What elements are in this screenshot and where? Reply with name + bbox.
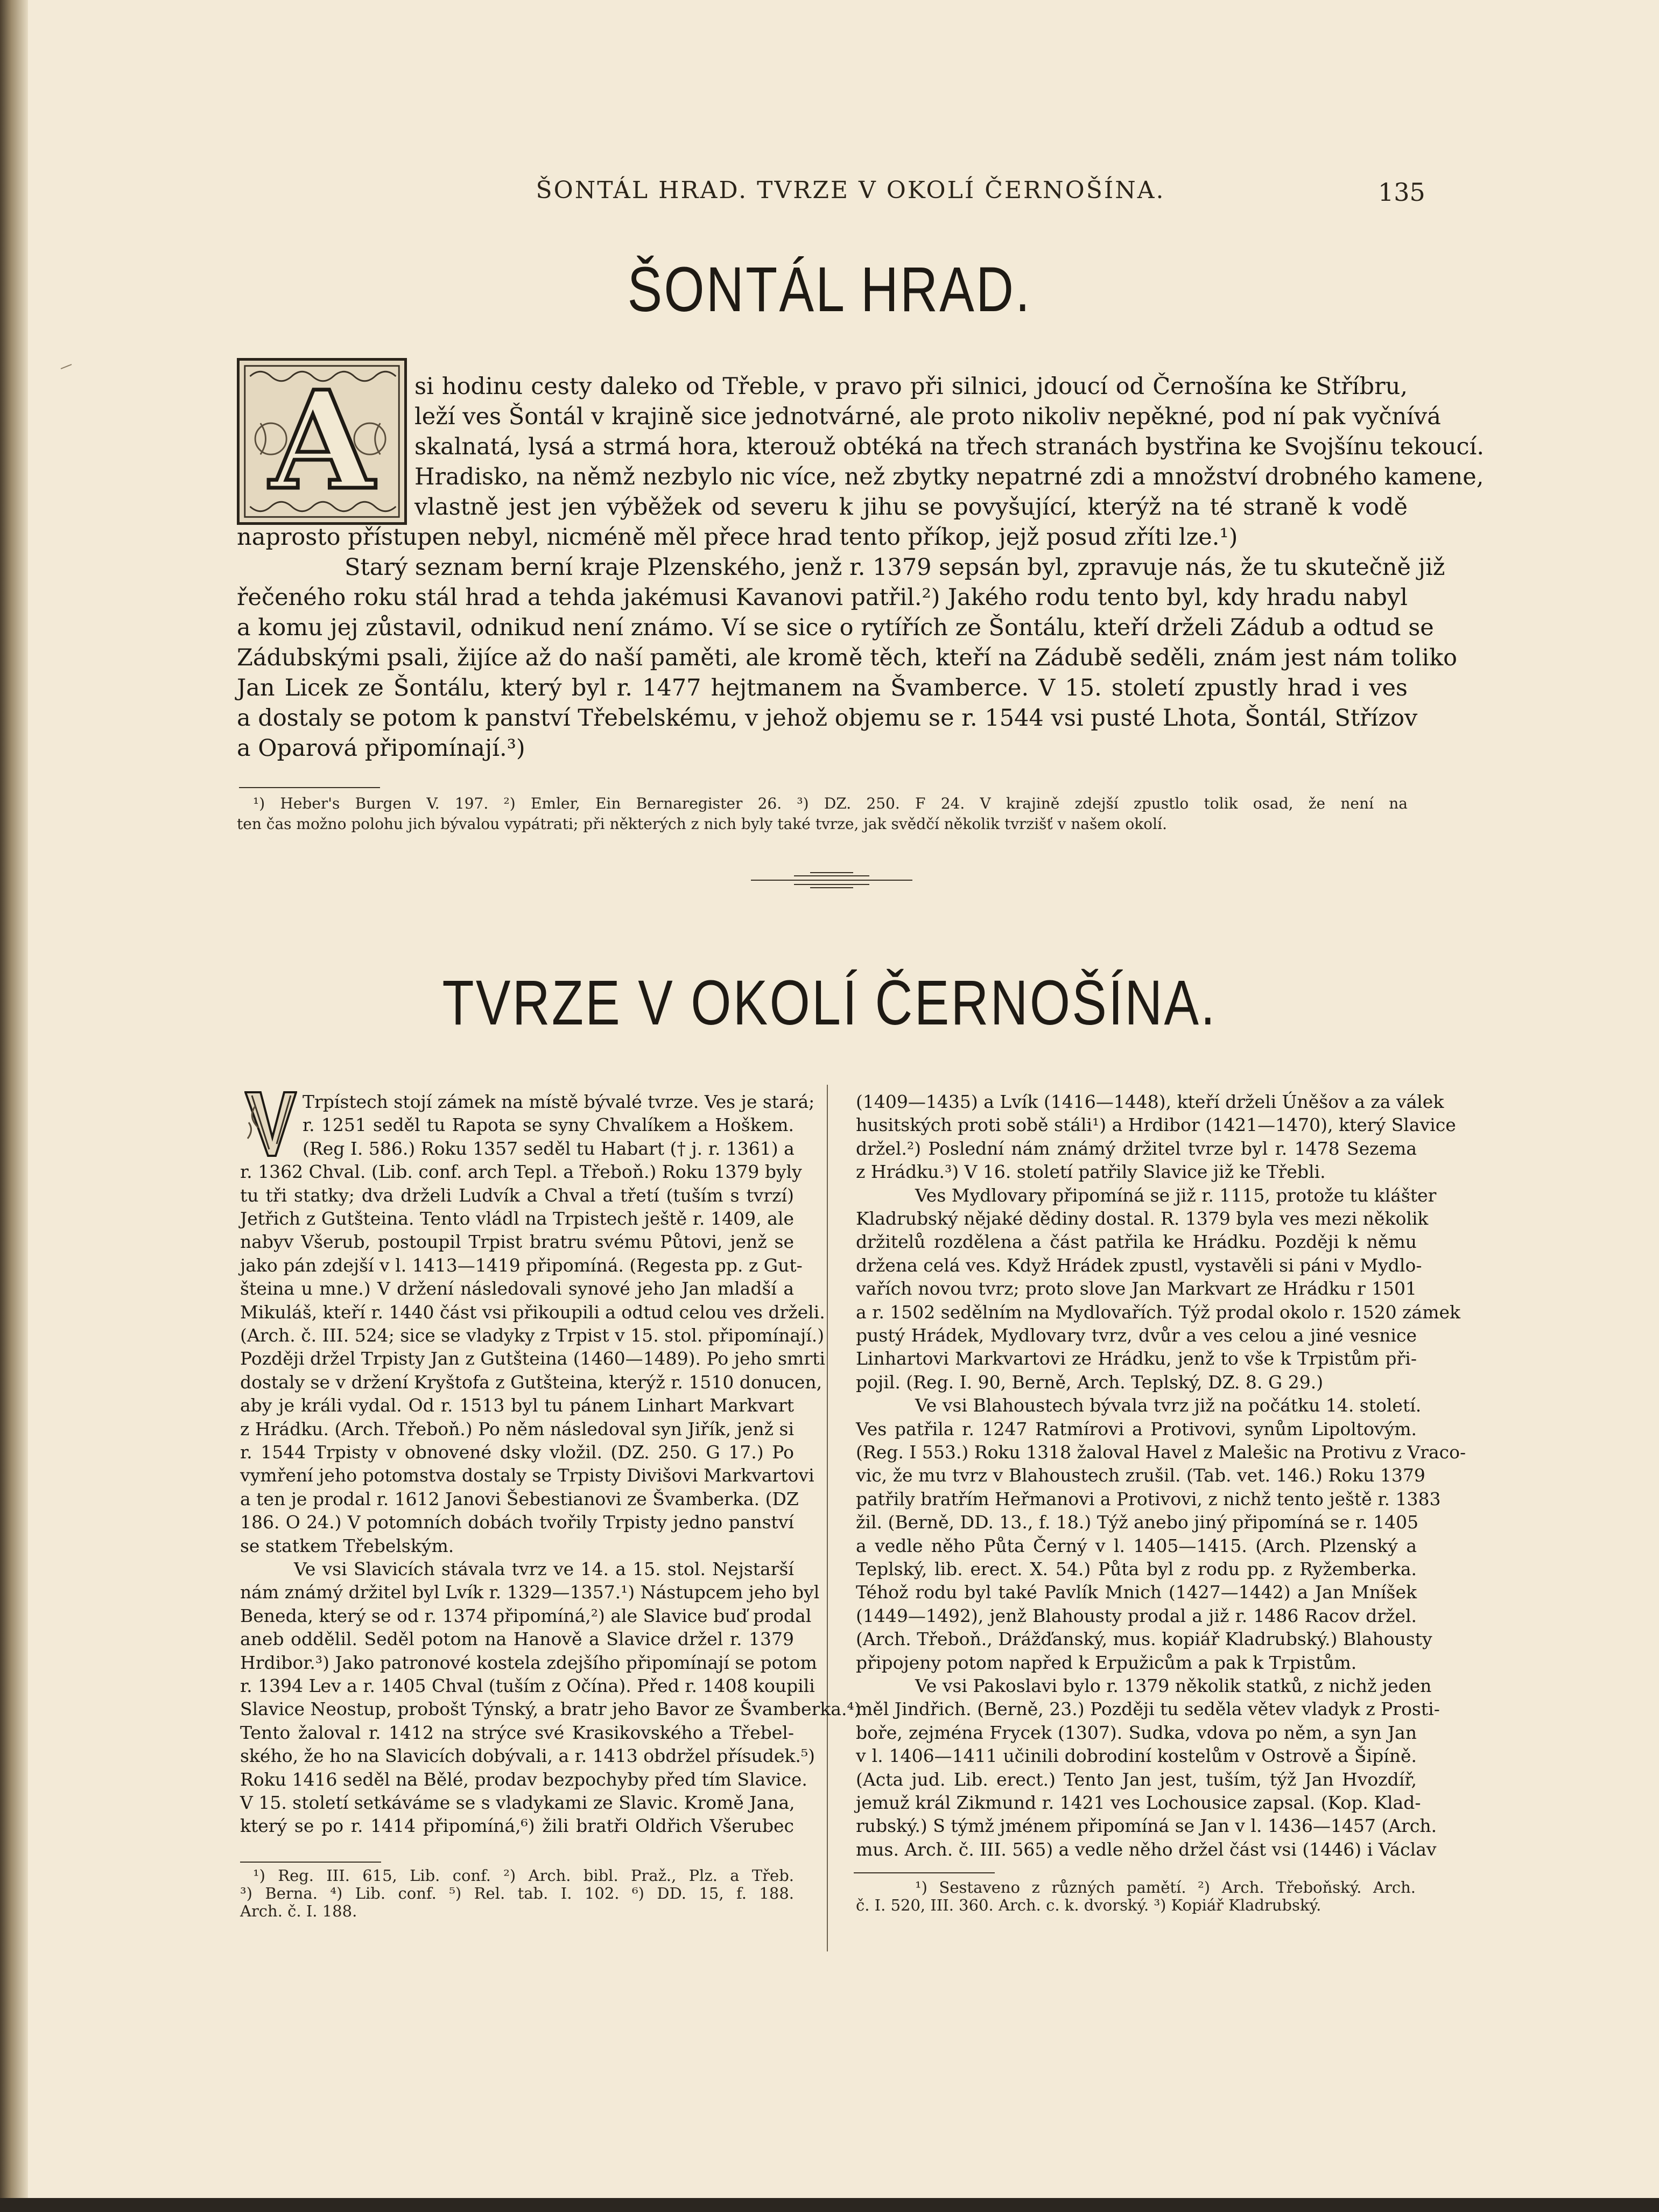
- footnote-line: č. I. 520, III. 360. Arch. c. k. dvorský. ³) Kopiář Kladrubský.: [856, 1896, 1321, 1914]
- text-line: Beneda, který se od r. 1374 připomíná,²) ale Slavice buď prodal: [240, 1605, 812, 1626]
- text-line: žil. (Berně, DD. 13., f. 18.) Týž anebo jiný připomíná se r. 1405: [856, 1512, 1419, 1533]
- text-line: držena celá ves. Když Hrádek zpustl, vystavěli si páni v Mydlo-: [856, 1254, 1422, 1276]
- text-line: aby je králi vydal. Od r. 1513 byl tu pánem Linhart Markvart: [240, 1395, 794, 1416]
- dropcap-v-icon: [244, 1090, 297, 1157]
- footnote-rule-right: [854, 1872, 995, 1873]
- text-line: skalnatá, lysá a strmá hora, kterouž obtéká na třech stranách bystřina ke Svojšínu tekoucí.: [414, 433, 1485, 460]
- text-line: v l. 1406—1411 učinili dobrodiní kostelům v Ostrově a Šipíně.: [856, 1745, 1417, 1767]
- text-line: (Arch. Třeboň., Drážďanský, mus. kopiář Kladrubský.) Blahousty: [856, 1628, 1432, 1650]
- text-line: patřily bratřím Heřmanovi a Protivovi, z nichž tento ještě r. 1383: [856, 1488, 1441, 1509]
- text-line: (Reg I. 586.) Roku 1357 seděl tu Habart († j. r. 1361) a: [303, 1137, 795, 1159]
- section-title-tvrze: TVRZE V OKOLÍ ČERNOŠÍNA.: [442, 967, 1217, 1038]
- text-line: r. 1544 Trpisty v obnovené dsky vložil. (DZ. 250. G 17.) Po: [240, 1442, 794, 1463]
- text-line: řečeného roku stál hrad a tehda jakémusi Kavanovi patřil.²) Jakého rodu tento byl, kdy hradu nabyl: [237, 584, 1408, 611]
- text-line: Téhož rodu byl také Pavlík Mnich (1427—1442) a Jan Mníšek: [856, 1582, 1417, 1603]
- text-line: a komu jej zůstavil, odnikud není známo. Ví se sice o rytířích ze Šontálu, kteří drželi Zádub a odtud se: [237, 614, 1434, 641]
- text-line: Ves patřila r. 1247 Ratmírovi a Protivovi, synům Lipoltovým.: [856, 1418, 1417, 1439]
- text-line: nám známý držitel byl Lvík r. 1329—1357.¹) Nástupcem jeho byl: [240, 1582, 820, 1603]
- text-line: a dostaly se potom k panství Třebelskému, v jehož objemu se r. 1544 vsi pusté Lhota, Šontál, Střízov: [237, 705, 1418, 732]
- text-line: pustý Hrádek, Mydlovary tvrz, dvůr a ves celou a jiné vesnice: [856, 1325, 1417, 1346]
- page-bottom-edge: [0, 2198, 1659, 2212]
- text-line: leží ves Šontál v krajině sice jednotvárné, ale proto nikoliv nepěkné, pod ní pak vyčnívá: [414, 403, 1441, 430]
- footnote-rule-left: [240, 1862, 381, 1863]
- text-line: Teplský, lib. erect. X. 54.) Půta byl z rodu pp. z Ryžemberka.: [856, 1558, 1417, 1579]
- text-line: r. 1394 Lev a r. 1405 Chval (tuším z Očína). Před r. 1408 koupili: [240, 1675, 815, 1696]
- text-line: šteina u mne.) V držení následovali synové jeho Jan mladší a: [240, 1278, 794, 1300]
- text-line: Ve vsi Blahoustech bývala tvrz již na počátku 14. století.: [915, 1395, 1422, 1416]
- text-line: držel.²) Poslední nám známý držitel tvrze byl r. 1478 Sezema: [856, 1137, 1417, 1159]
- running-head: ŠONTÁL HRAD. TVRZE V OKOLÍ ČERNOŠÍNA.: [536, 177, 1165, 204]
- text-line: pojil. (Reg. I. 90, Berně, Arch. Teplský, DZ. 8. G 29.): [856, 1371, 1324, 1393]
- text-line: připojeny potom napřed k Erpužicům a pak k Trpistům.: [856, 1652, 1357, 1673]
- text-line: r. 1362 Chval. (Lib. conf. arch Tepl. a Třeboň.) Roku 1379 byly: [240, 1161, 802, 1183]
- text-line: Ve vsi Pakoslavi bylo r. 1379 několik statků, z nichž jeden: [915, 1675, 1432, 1696]
- text-line: a vedle něho Půta Černý v l. 1405—1415. (Arch. Plzenský a: [856, 1535, 1417, 1556]
- text-line: (Arch. č. III. 524; sice se vladyky z Trpist v 15. stol. připomínají.): [240, 1325, 825, 1346]
- footnote-rule: [239, 787, 380, 788]
- text-line: husitských proti sobě stáli¹) a Hrdibor (1421—1470), který Slavice: [856, 1114, 1456, 1136]
- text-line: z Hrádku. (Arch. Třeboň.) Po něm následoval syn Jiřík, jenž si: [240, 1418, 794, 1439]
- text-line: měl Jindřich. (Berně, 23.) Později tu seděla větev vladyk z Prosti-: [856, 1698, 1440, 1720]
- text-line: mus. Arch. č. III. 565) a vedle něho držel část vsi (1446) i Václav: [856, 1838, 1437, 1860]
- text-line: Jetřich z Gutšteina. Tento vládl na Trpistech ještě r. 1409, ale: [240, 1208, 794, 1229]
- footnote-line: ³) Berna. ⁴) Lib. conf. ⁵) Rel. tab. I. 102. ⁶) DD. 15, f. 188.: [240, 1884, 794, 1902]
- text-line: vlastně jest jen výběžek od severu k jihu se povyšující, kterýž na té straně k vodě: [414, 494, 1408, 521]
- text-line: Ves Mydlovary připomíná se již r. 1115, protože tu klášter: [915, 1184, 1437, 1206]
- text-line: Linhartovi Markvartovi ze Hrádku, jenž to vše k Trpistům při-: [856, 1348, 1417, 1370]
- text-line: Ve vsi Slavicích stávala tvrz ve 14. a 15. stol. Nejstarší: [294, 1558, 794, 1579]
- text-line: jako pán zdejší v l. 1413—1419 připomíná. (Regesta pp. z Gut-: [240, 1254, 803, 1276]
- text-line: (Reg. I 553.) Roku 1318 žaloval Havel z Malešic na Protivu z Vraco-: [856, 1442, 1466, 1463]
- text-line: tu tři statky; dva drželi Ludvík a Chval a třetí (tuším s tvrzí): [240, 1184, 794, 1206]
- page-number: 135: [1378, 178, 1425, 207]
- text-line: boře, zejména Frycek (1307). Sudka, vdova po něm, a syn Jan: [856, 1722, 1417, 1743]
- text-line: (1409—1435) a Lvík (1416—1448), kteří drželi Úněšov a za válek: [856, 1091, 1444, 1112]
- dropcap-v-initial: [244, 1090, 297, 1157]
- text-line: Zádubskými psali, žijíce až do naší paměti, ale kromě těch, kteří na Zádubě seděli, znám jest nám toliko: [237, 644, 1458, 671]
- ornamental-initial: [237, 358, 407, 525]
- text-line: Starý seznam berní kraje Plzenského, jenž r. 1379 sepsán byl, zpravuje nás, že tu skutečně již: [345, 554, 1445, 581]
- text-line: si hodinu cesty daleko od Třeble, v pravo při silnici, jdoucí od Černošína ke Stříbru,: [414, 373, 1408, 400]
- text-line: r. 1251 seděl tu Rapota se syny Chvalíkem a Hoškem.: [303, 1114, 794, 1136]
- text-line: Hradisko, na němž nezbylo nic více, než zbytky nepatrné zdi a množství drobného kamene,: [414, 464, 1484, 490]
- text-line: a ten je prodal r. 1612 Janovi Šebestianovi ze Švamberka. (DZ: [240, 1488, 799, 1509]
- pencil-mark-icon: [60, 364, 72, 369]
- text-line: Roku 1416 seděl na Bělé, prodav bezpochyby před tím Slavice.: [240, 1768, 807, 1790]
- text-line: držitelů rozdělena a část patřila ke Hrádku. Později k němu: [856, 1231, 1417, 1253]
- footnote-line: ¹) Heber's Burgen V. 197. ²) Emler, Ein Bernaregister 26. ³) DZ. 250. F 24. V krajině zdejší zpustlo tolik osad, že není na: [253, 795, 1408, 812]
- footnote-line: Arch. č. I. 188.: [240, 1902, 357, 1920]
- text-line: (Acta jud. Lib. erect.) Tento Jan jest, tuším, týž Jan Hvozdíř,: [856, 1768, 1417, 1790]
- text-line: ského, že ho na Slavicích dobývali, a r. 1413 obdržel přísudek.⁵): [240, 1745, 815, 1767]
- text-line: nabyv Všerub, postoupil Trpist bratru svému Půtovi, jenž se: [240, 1231, 794, 1253]
- text-line: který se po r. 1414 připomíná,⁶) žili bratři Oldřich Všerubec: [240, 1815, 794, 1837]
- text-line: Mikuláš, kteří r. 1440 část vsi přikoupili a odtud celou ves drželi.: [240, 1301, 825, 1323]
- text-line: Slavice Neostup, probošt Týnský, a bratr jeho Bavor ze Švamberka.⁴): [240, 1698, 861, 1720]
- section-divider-ornament-icon: [751, 869, 912, 891]
- text-line: rubský.) S týmž jménem připomíná se Jan v l. 1436—1457 (Arch.: [856, 1815, 1437, 1837]
- column-divider: [827, 1085, 828, 1951]
- dropcap-letter: A: [270, 361, 374, 519]
- text-line: aneb oddělil. Seděl potom na Hanově a Slavice držel r. 1379: [240, 1628, 794, 1650]
- text-line: Tento žaloval r. 1412 na strýce své Krasikovského a Třebel-: [240, 1722, 794, 1743]
- text-line: z Hrádku.³) V 16. století patřily Slavice již ke Třebli.: [856, 1161, 1326, 1183]
- text-line: Jan Licek ze Šontálu, který byl r. 1477 hejtmanem na Švamberce. V 15. století zpustly hrad i ves: [237, 675, 1408, 701]
- text-line: Hrdibor.³) Jako patronové kostela zdejšího připomínají se potom: [240, 1652, 817, 1673]
- text-line: (1449—1492), jenž Blahousty prodal a již r. 1486 Racov držel.: [856, 1605, 1417, 1626]
- footnote-line: ¹) Sestaveno z různých pamětí. ²) Arch. Třeboňský. Arch.: [915, 1878, 1416, 1897]
- text-line: vymření jeho potomstva dostaly se Trpisty Divišovi Markvartovi: [240, 1465, 814, 1486]
- text-line: Trpístech stojí zámek na místě bývalé tvrze. Ves je stará;: [303, 1091, 815, 1112]
- text-line: naprosto přístupen nebyl, nicméně měl přece hrad tento příkop, jejž posud zříti lze.¹): [237, 524, 1238, 551]
- text-line: vic, že mu tvrz v Blahoustech zrušil. (Tab. vet. 146.) Roku 1379: [856, 1465, 1425, 1486]
- footnote-line: ¹) Reg. III. 615, Lib. conf. ²) Arch. bibl. Praž., Plz. a Třeb.: [253, 1866, 794, 1885]
- text-line: Kladrubský nějaké dědiny dostal. R. 1379 byla ves mezi několik: [856, 1208, 1429, 1229]
- text-line: a Oparová připomínají.³): [237, 735, 525, 762]
- text-line: dostaly se v držení Kryštofa z Gutšteina, kterýž r. 1510 donucen,: [240, 1371, 823, 1393]
- footnote-line: ten čas možno polohu jich bývalou vypátrati; při některých z nich byly také tvrze, jak svědčí několik tvrzišť v našem okolí.: [237, 815, 1167, 833]
- section-title-sontal: ŠONTÁL HRAD.: [627, 254, 1032, 325]
- text-line: jemuž král Zikmund r. 1421 ves Lochousice zapsal. (Kop. Klad-: [856, 1792, 1421, 1813]
- text-line: a r. 1502 sedělním na Mydlovařích. Týž prodal okolo r. 1520 zámek: [856, 1301, 1461, 1323]
- text-line: 186. O 24.) V potomních dobách tvořily Trpisty jedno panství: [240, 1512, 794, 1533]
- text-line: Později držel Trpisty Jan z Gutšteina (1460—1489). Po jeho smrti: [240, 1348, 825, 1370]
- book-binding-edge: [0, 0, 28, 2212]
- text-line: vařích novou tvrz; proto slove Jan Markvart ze Hrádku r 1501: [856, 1278, 1417, 1300]
- text-line: se statkem Třebelským.: [240, 1535, 454, 1556]
- text-line: V 15. století setkáváme se s vladykami ze Slavic. Kromě Jana,: [240, 1792, 795, 1813]
